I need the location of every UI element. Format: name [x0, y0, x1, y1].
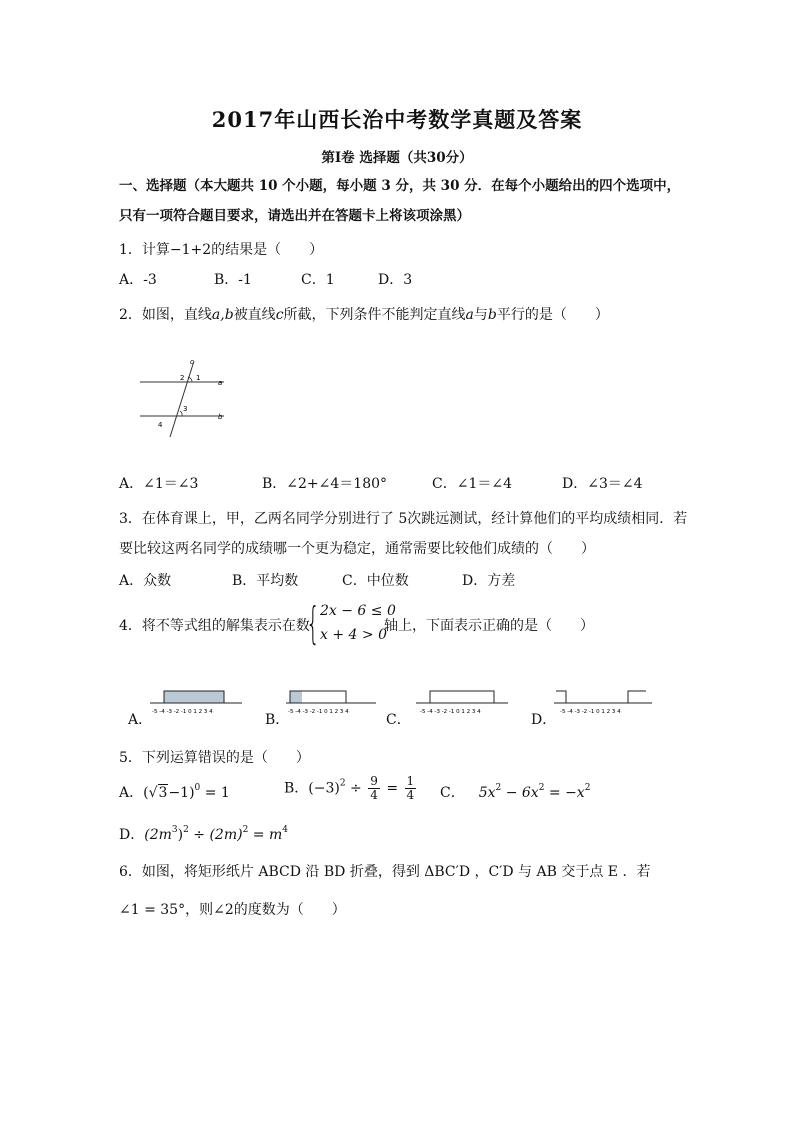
fig-label-2: 2 [180, 374, 185, 382]
q5-a-expr-1: ( [143, 785, 149, 801]
q3-option-c: C．中位数 [342, 573, 409, 589]
angle-arc-3 [180, 411, 182, 416]
q2-option-a: A．∠1＝∠3 [119, 476, 199, 492]
q5-option-c [440, 783, 590, 803]
q5-d-expr-3: ÷ (2m) [188, 827, 243, 843]
q5-option-b [284, 775, 418, 802]
fig-label-4: 4 [158, 421, 163, 429]
q2-stem [119, 305, 609, 325]
q1-stem: 1．计算−1+2的结果是（ ） [119, 242, 324, 258]
axis-ticks: -5 -4 -3 -2 -1 0 1 2 3 4 [152, 709, 213, 715]
q5-b-frac-2-num: 1 [406, 774, 415, 788]
q2-stem-suffix: 平行的是（ ） [496, 307, 609, 323]
q5-d-exp-2: 2 [183, 825, 189, 835]
q5-c-expr-1: 5x [478, 785, 496, 801]
q4-stem-prefix: 4．将不等式组的解集表示在数 [119, 618, 310, 634]
q2-var-ab: a,b [211, 307, 234, 323]
q5-a-label: A． [119, 785, 144, 801]
fig-label-3: 3 [183, 405, 188, 413]
q4-option-a: A． [128, 712, 153, 728]
q5-b-label: B． [284, 780, 309, 797]
q5-b-frac-2-den: 4 [406, 788, 415, 802]
q5-b-frac-1-den: 4 [370, 788, 378, 802]
q5-c-label: C． [440, 785, 465, 801]
fig-label-a: a [218, 379, 223, 387]
axis-ticks: -5 -4 -3 -2 -1 0 1 2 3 4 [288, 709, 349, 715]
q5-a-expr-3: = 1 [200, 785, 230, 801]
q1-option-c: C．1 [301, 272, 335, 288]
q4-number-line-b [284, 682, 380, 718]
q2-stem-prefix: 2．如图，直线 [119, 307, 212, 323]
q4-option-b: B． [265, 712, 290, 728]
q5-c-exp-2: 2 [538, 783, 545, 793]
q4-option-c: C． [386, 712, 411, 728]
q3-line-1: 3．在体育课上，甲，乙两名同学分别进行了 5次跳远测试，经计算他们的平均成绩相同．若 [119, 511, 688, 527]
q2-stem-mid3: 与 [473, 307, 488, 323]
q5-d-expr-4: = m [248, 827, 283, 843]
q4-inequality-2: x + 4 > 0 [320, 627, 387, 643]
q5-b-expr-1: (−3) [308, 780, 340, 797]
q2-var-b: b [487, 307, 497, 323]
solution-bracket [430, 691, 494, 703]
q3-line-2: 要比较这两名同学的成绩哪一个更为稳定，通常需要比较他们成绩的（ ） [119, 541, 595, 557]
axis-ticks: -5 -4 -3 -2 -1 0 1 2 3 4 [420, 709, 481, 715]
q5-a-sqrt: 3 [158, 785, 168, 801]
q5-b-frac-1 [368, 775, 380, 802]
q2-option-d: D．∠3＝∠4 [562, 476, 643, 492]
line-c [170, 361, 194, 437]
q5-a-expr-2: −1) [168, 785, 195, 801]
q1-option-a: A．-3 [119, 272, 157, 288]
instructions-line-1: 一、选择题（本大题共 10 个小题，每小题 3 分，共 30 分．在每个小题给出的四个选项中， [119, 178, 681, 194]
q4-number-line-d [552, 682, 656, 718]
q6-line-1: 6．如图，将矩形纸片 ABCD 沿 BD 折叠，得到 ΔBC′D ，C′D 与 AB 交于点 E ．若 [119, 864, 651, 880]
q5-a-exp: 0 [194, 783, 201, 793]
q5-d-expr-2: ) [177, 827, 184, 843]
page-title: 2017年山西长治中考数学真题及答案 [211, 107, 583, 132]
q4-number-line-a [146, 682, 246, 718]
q5-d-exp-1: 3 [171, 825, 178, 835]
q3-option-b: B．平均数 [232, 573, 299, 589]
q3-option-d: D．方差 [462, 573, 516, 589]
q5-c-expr-2: − 6x [501, 785, 539, 801]
solution-shading [164, 691, 224, 703]
q5-b-expr-2: ÷ [345, 780, 367, 797]
q2-option-c: C．∠1＝∠4 [432, 476, 512, 492]
section-title: 第Ⅰ卷 选择题（共30分） [321, 150, 473, 166]
fig-label-1: 1 [196, 374, 201, 382]
q4-stem-suffix: 轴上，下面表示正确的是（ ） [384, 618, 594, 634]
q5-d-exp-4: 4 [282, 825, 288, 835]
q5-stem: 5．下列运算错误的是（ ） [119, 750, 310, 766]
q2-var-c: c [275, 307, 284, 323]
q2-stem-mid2: 所截，下列条件不能判定直线 [283, 307, 466, 323]
q5-c-exp-1: 2 [495, 783, 502, 793]
q3-option-a: A．众数 [119, 573, 172, 589]
instructions-line-2: 只有一项符合题目要求，请选出并在答题卡上将该项涂黑） [119, 208, 470, 224]
q5-option-d [119, 825, 288, 845]
q2-stem-mid1: 被直线 [233, 307, 276, 323]
q5-d-expr-1: (2m [144, 827, 172, 843]
q5-option-a: A．$(√3-1)^0 = 1$ [119, 783, 230, 801]
q5-b-frac-2 [405, 775, 417, 802]
fig-label-c: c [190, 358, 194, 366]
right-ray [628, 691, 646, 703]
fig-label-b: b [218, 413, 223, 421]
q5-c-expr-3: = −x [544, 785, 585, 801]
q1-option-b: B．-1 [214, 272, 252, 288]
q5-d-exp-3: 2 [242, 825, 249, 835]
solution-shading [290, 691, 302, 703]
q4-inequality-1: 2x − 6 ≤ 0 [320, 603, 396, 619]
q5-b-exp: 2 [339, 778, 346, 789]
left-ray [556, 691, 566, 703]
axis-ticks: -5 -4 -3 -2 -1 0 1 2 3 4 [560, 709, 621, 715]
q2-var-a: a [465, 307, 474, 323]
q4-brace: { [306, 598, 320, 649]
q6-line-2: ∠1 = 35°，则∠2的度数为（ ） [119, 902, 346, 918]
q4-option-d: D． [531, 712, 557, 728]
q4-number-line-c [412, 682, 512, 718]
q2-figure [136, 355, 236, 445]
q5-b-frac-1-num: 9 [370, 774, 378, 788]
q5-d-label: D． [119, 827, 145, 843]
q5-c-exp-3: 2 [584, 783, 591, 793]
q2-option-b: B．∠2+∠4＝180° [262, 476, 388, 492]
q1-option-d: D．3 [378, 272, 413, 288]
q5-b-eq: = [381, 780, 403, 797]
